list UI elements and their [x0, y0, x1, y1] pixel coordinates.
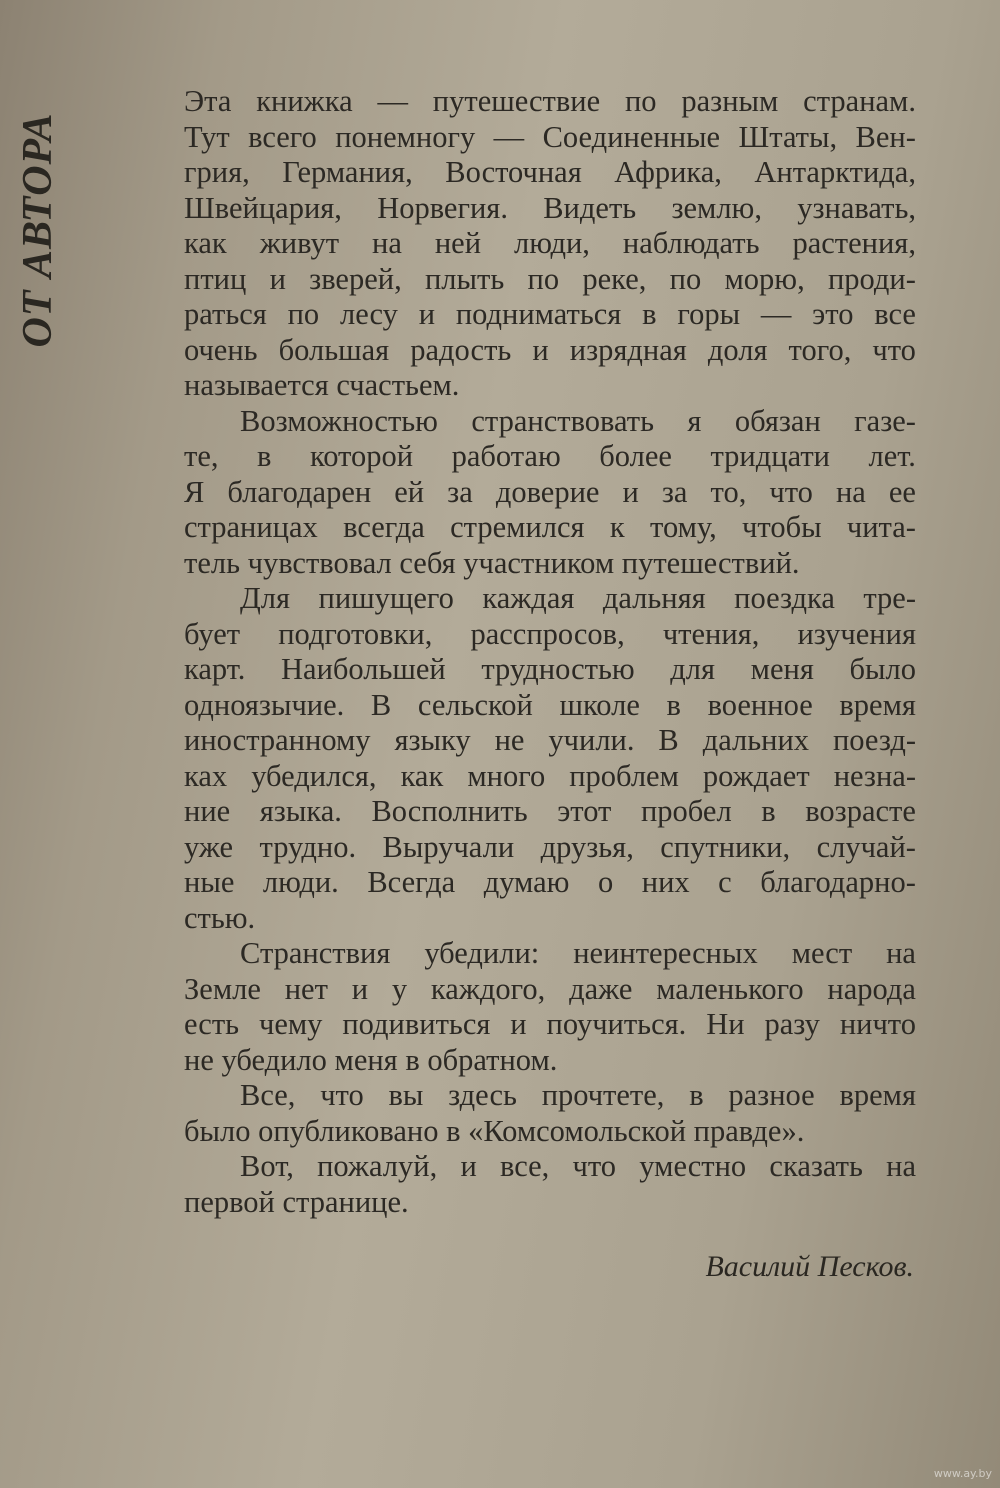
- word: чтения,: [662, 616, 760, 651]
- word: по: [527, 261, 560, 296]
- word: и: [622, 474, 639, 509]
- word: народа: [827, 971, 916, 1006]
- word: этот: [557, 794, 612, 828]
- word: не: [494, 723, 525, 757]
- word: каждая: [482, 581, 575, 615]
- word: растения,: [792, 226, 916, 260]
- word: Вен-: [855, 119, 916, 154]
- word: зверей,: [309, 261, 402, 296]
- word: ей: [394, 474, 425, 509]
- word: и: [351, 971, 369, 1006]
- word: изучения: [797, 616, 916, 651]
- word: странствовать: [471, 403, 655, 438]
- word: благодарно-: [760, 865, 916, 899]
- word: спутники,: [660, 829, 791, 864]
- word: наблюдать: [622, 226, 760, 260]
- text-line: [184, 297, 916, 333]
- word: военное: [707, 687, 813, 722]
- text-line: [184, 1149, 916, 1185]
- word: узнавать,: [797, 190, 916, 225]
- text-line: [184, 475, 916, 511]
- word: обязан: [734, 403, 821, 438]
- word: в: [761, 794, 776, 828]
- word: люди,: [514, 226, 590, 260]
- word: по: [287, 297, 320, 331]
- word: иностранному: [184, 723, 371, 757]
- word: и: [460, 1149, 477, 1183]
- word: на: [372, 226, 402, 260]
- text-line: было опубликовано в «Комсомольской правде».: [184, 1113, 805, 1148]
- word: языку: [394, 723, 471, 757]
- text-line: не убедило меня в обратном.: [184, 1042, 558, 1077]
- word: в: [257, 439, 272, 473]
- word: что: [769, 474, 813, 509]
- word: чтобы: [742, 510, 822, 544]
- word: возрасте: [805, 794, 916, 828]
- word: дальних: [702, 723, 810, 757]
- word: незна-: [833, 758, 916, 793]
- word: в: [666, 687, 681, 722]
- word: реке,: [582, 261, 647, 296]
- word: Земле: [184, 971, 261, 1006]
- text-line: стью.: [184, 900, 256, 935]
- text-line: [184, 155, 916, 191]
- watermark: www.ay.by: [933, 1467, 992, 1480]
- word: друзья,: [540, 829, 634, 864]
- side-heading: [0, 80, 80, 380]
- word: и: [532, 332, 549, 367]
- word: поездка: [734, 581, 835, 615]
- word: Германия,: [282, 155, 413, 189]
- word: пробел: [640, 794, 732, 828]
- text-line: [184, 439, 916, 475]
- word: Странствия: [240, 936, 391, 970]
- word: Ни: [706, 1007, 745, 1041]
- word: трудностью: [481, 652, 635, 686]
- word: проблем: [569, 758, 679, 793]
- word: чему: [258, 1007, 323, 1041]
- foreword-text: [184, 84, 916, 1220]
- text-line: [184, 652, 916, 688]
- word: неинтересных: [573, 936, 758, 970]
- word: убедился,: [251, 758, 377, 793]
- text-line: [184, 404, 916, 440]
- word: В: [658, 723, 679, 757]
- word: на: [835, 474, 866, 509]
- text-line: [184, 830, 916, 866]
- word: живут: [259, 226, 340, 260]
- word: стремился: [450, 510, 585, 544]
- word: рождает: [702, 758, 810, 793]
- word: по: [669, 261, 702, 296]
- word: книжка: [256, 84, 353, 118]
- word: думаю: [483, 865, 570, 899]
- word: грия,: [184, 155, 250, 189]
- text-line: [184, 1078, 916, 1114]
- word: Норвегия.: [377, 190, 508, 225]
- word: пишущего: [318, 581, 454, 615]
- word: расспросов,: [470, 616, 625, 651]
- word: Видеть: [543, 190, 637, 225]
- word: было: [849, 652, 916, 686]
- word: маленького: [656, 971, 804, 1006]
- word: всегда: [343, 510, 425, 544]
- word: на: [886, 936, 916, 970]
- word: Я: [184, 474, 205, 509]
- word: учили.: [548, 723, 635, 757]
- word: трудно.: [259, 829, 357, 864]
- text-line: [184, 510, 916, 546]
- word: подивиться: [342, 1007, 491, 1041]
- word: за: [447, 474, 473, 509]
- word: к: [609, 510, 625, 544]
- text-line: [184, 1007, 916, 1043]
- text-line: [184, 262, 916, 298]
- text-line: [184, 723, 916, 759]
- word: по: [624, 84, 657, 118]
- word: что: [320, 1078, 364, 1112]
- word: газе-: [854, 403, 916, 438]
- word: землю,: [671, 190, 762, 225]
- word: для: [670, 652, 716, 686]
- word: вы: [388, 1078, 424, 1112]
- word: —: [493, 119, 525, 154]
- word: работаю: [451, 439, 561, 473]
- word: подниматься: [455, 297, 622, 331]
- text-line: [184, 972, 916, 1008]
- word: я: [687, 403, 702, 438]
- text-line: [184, 794, 916, 830]
- word: Возможностью: [240, 403, 438, 438]
- text-line: [184, 226, 916, 262]
- word: которой: [309, 439, 414, 473]
- word: поучиться.: [546, 1007, 687, 1041]
- word: одноязычие.: [184, 687, 345, 722]
- word: —: [377, 84, 408, 118]
- word: очень: [184, 332, 258, 367]
- word: Выручали: [382, 829, 515, 864]
- word: Наибольшей: [281, 652, 446, 686]
- text-line: [184, 581, 916, 617]
- text-line: [184, 936, 916, 972]
- text-line: [184, 617, 916, 653]
- word: карт.: [184, 652, 246, 686]
- word: разу: [764, 1007, 820, 1041]
- word: на: [886, 1149, 916, 1183]
- word: ней: [434, 226, 482, 260]
- word: разное: [728, 1078, 815, 1112]
- word: сельской: [417, 687, 533, 722]
- word: с: [718, 865, 732, 899]
- word: Восточная: [445, 155, 582, 189]
- word: это: [812, 297, 854, 331]
- word: лет.: [868, 439, 916, 473]
- text-line: [184, 865, 916, 901]
- word: и: [510, 1007, 527, 1041]
- word: люди.: [262, 865, 339, 899]
- author-signature: Василий Песков.: [705, 1250, 914, 1283]
- word: них: [641, 865, 690, 899]
- word: уже: [184, 829, 234, 864]
- word: понемногу: [335, 119, 476, 154]
- word: что: [872, 332, 916, 367]
- word: странам.: [803, 84, 916, 118]
- word: Штаты,: [738, 119, 838, 154]
- word: Для: [240, 581, 291, 615]
- word: тому,: [650, 510, 717, 544]
- word: тридцати: [710, 439, 830, 473]
- word: о: [597, 865, 614, 899]
- word: за: [661, 474, 688, 509]
- word: уместно: [639, 1149, 747, 1183]
- word: доверие: [495, 474, 600, 509]
- word: раться: [184, 297, 267, 331]
- word: ее: [888, 474, 916, 509]
- word: Эта: [184, 84, 232, 118]
- word: бует: [184, 616, 241, 651]
- word: радость: [410, 332, 512, 367]
- word: всего: [248, 119, 317, 154]
- word: все,: [500, 1149, 550, 1183]
- word: Восполнить: [371, 794, 528, 828]
- word: время: [839, 687, 916, 722]
- word: в: [689, 1078, 704, 1112]
- word: большая: [278, 332, 390, 367]
- text-line: [184, 759, 916, 795]
- word: В: [370, 687, 392, 722]
- word: есть: [184, 1007, 240, 1041]
- text-line: [184, 84, 916, 120]
- text-line: тель чувствовал себя участником путешествий.: [184, 545, 800, 580]
- word: Вот,: [240, 1149, 294, 1183]
- word: ничто: [839, 1007, 916, 1041]
- word: школе: [559, 687, 640, 722]
- word: как: [184, 226, 227, 260]
- word: те,: [184, 439, 219, 473]
- word: в: [642, 297, 657, 331]
- word: ные: [184, 865, 235, 899]
- word: дальняя: [602, 581, 706, 615]
- word: Все,: [240, 1078, 296, 1112]
- text-line: называется счастьем.: [184, 368, 460, 402]
- word: и: [418, 297, 436, 331]
- text-line: [184, 120, 916, 156]
- word: проди-: [827, 261, 916, 296]
- word: Всегда: [367, 865, 456, 899]
- text-line: [184, 688, 916, 724]
- word: много: [467, 758, 546, 793]
- text-line: первой странице.: [184, 1184, 409, 1219]
- word: поезд-: [832, 723, 916, 757]
- word: чита-: [846, 510, 916, 544]
- text-line: [184, 333, 916, 369]
- word: то,: [710, 474, 747, 509]
- word: меня: [750, 652, 814, 686]
- word: у: [391, 971, 408, 1006]
- word: тре-: [863, 581, 916, 615]
- word: ние: [184, 794, 231, 828]
- word: ках: [184, 758, 228, 793]
- word: более: [599, 439, 672, 473]
- word: того,: [788, 332, 852, 367]
- word: лесу: [339, 297, 398, 331]
- word: Швейцария,: [184, 190, 342, 225]
- word: страницах: [184, 510, 318, 544]
- word: доля: [707, 332, 768, 367]
- word: плыть: [424, 261, 505, 296]
- word: благодарен: [227, 474, 372, 509]
- word: случай-: [816, 829, 916, 864]
- word: время: [839, 1078, 916, 1112]
- word: Африка,: [614, 155, 722, 189]
- word: разным: [681, 84, 779, 118]
- word: птиц: [184, 261, 247, 296]
- word: горы: [677, 297, 741, 331]
- word: языка.: [259, 794, 342, 828]
- text-line: [184, 191, 916, 227]
- word: прочтете,: [541, 1078, 665, 1112]
- word: сказать: [769, 1149, 863, 1183]
- word: Тут: [184, 119, 230, 154]
- word: —: [760, 297, 792, 331]
- word: мест: [791, 936, 853, 970]
- word: изрядная: [569, 332, 687, 367]
- word: Антарктида,: [754, 155, 916, 189]
- side-heading-text: ОТ АВТОРА: [15, 112, 61, 348]
- word: морю,: [724, 261, 805, 296]
- word: здесь: [448, 1078, 517, 1112]
- word: как: [400, 758, 444, 793]
- word: нет: [284, 971, 328, 1006]
- word: все: [874, 297, 916, 331]
- word: каждого,: [430, 971, 546, 1006]
- word: убедили:: [424, 936, 540, 970]
- word: подготовки,: [278, 616, 433, 651]
- word: пожалуй,: [317, 1149, 438, 1183]
- word: что: [572, 1149, 617, 1183]
- word: даже: [569, 971, 633, 1006]
- word: Соединенные: [542, 119, 721, 154]
- word: и: [269, 261, 286, 296]
- word: путешествие: [432, 84, 601, 118]
